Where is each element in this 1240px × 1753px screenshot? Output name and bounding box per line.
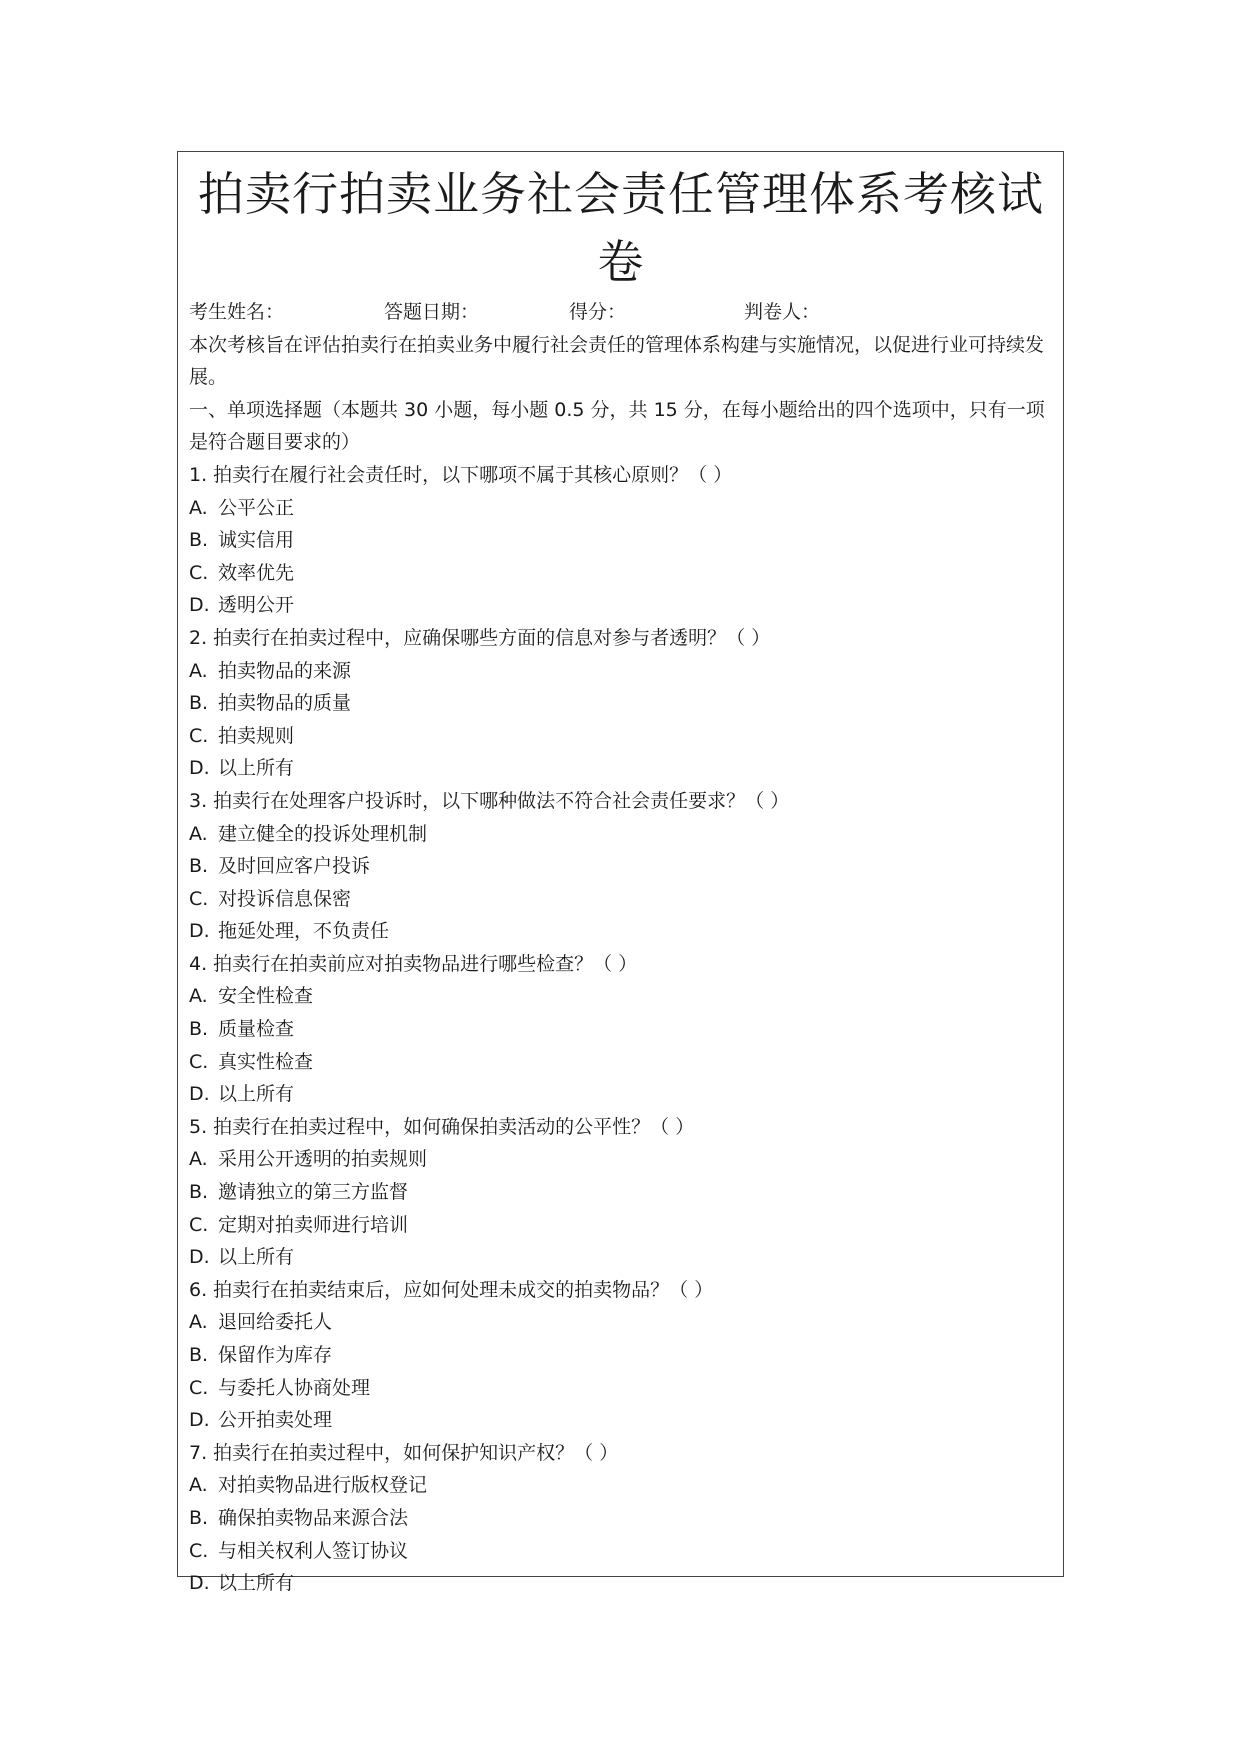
option-text: 对拍卖物品进行版权登记	[218, 1474, 428, 1497]
option-letter: C.	[189, 887, 209, 910]
option-letter: A.	[189, 659, 208, 682]
answer-option	[189, 492, 1053, 525]
option-text: 安全性检查	[218, 985, 314, 1008]
option-letter: D.	[189, 757, 210, 780]
option-text: 质量检查	[218, 1018, 295, 1041]
answer-option	[189, 687, 1053, 720]
answer-option	[189, 818, 1053, 851]
answer-option	[189, 1404, 1053, 1437]
option-letter: A.	[189, 1148, 208, 1171]
section-heading-single-choice: 一、单项选择题（本题共 30 小题，每小题 0.5 分，共 15 分，在每小题给出的四个选项中，只有一项是符合题目要求的）	[189, 398, 1045, 454]
answer-option	[189, 589, 1053, 622]
question-list	[189, 459, 1053, 1600]
option-text: 以上所有	[218, 1246, 295, 1269]
answer-option	[189, 1046, 1053, 1079]
question-stem: 3. 拍卖行在处理客户投诉时，以下哪种做法不符合社会责任要求？（ ）	[189, 789, 790, 812]
answer-option	[189, 557, 1053, 590]
answer-option	[189, 1209, 1053, 1242]
answer-option	[189, 1176, 1053, 1209]
option-text: 真实性检查	[218, 1050, 314, 1073]
option-text: 拍卖物品的质量	[218, 692, 352, 715]
question-item	[189, 459, 1053, 622]
option-text: 确保拍卖物品来源合法	[218, 1506, 409, 1529]
option-letter: C.	[189, 561, 209, 584]
answer-option	[189, 524, 1053, 557]
question-stem: 6. 拍卖行在拍卖结束后，应如何处理未成交的拍卖物品？（ ）	[189, 1278, 714, 1301]
question-stem: 7. 拍卖行在拍卖过程中，如何保护知识产权？（ ）	[189, 1441, 619, 1464]
option-letter: A.	[189, 496, 208, 519]
option-letter: D.	[189, 1409, 210, 1432]
answer-option	[189, 1469, 1053, 1502]
option-text: 对投诉信息保密	[218, 887, 352, 910]
option-text: 效率优先	[218, 561, 295, 584]
option-letter: B.	[189, 1018, 209, 1041]
answer-option	[189, 1535, 1053, 1568]
option-text: 拖延处理，不负责任	[218, 920, 390, 943]
option-text: 公平公正	[218, 496, 295, 519]
option-text: 与委托人协商处理	[218, 1376, 371, 1399]
exam-date-label: 答题日期：	[384, 301, 480, 323]
answer-option	[189, 1013, 1053, 1046]
option-letter: B.	[189, 529, 209, 552]
answer-option	[189, 1567, 1053, 1600]
option-letter: A.	[189, 1311, 208, 1334]
option-text: 拍卖物品的来源	[218, 659, 352, 682]
answer-option	[189, 655, 1053, 688]
option-letter: A.	[189, 822, 208, 845]
answer-option	[189, 980, 1053, 1013]
option-text: 透明公开	[218, 594, 295, 617]
exam-title	[189, 152, 1053, 296]
option-text: 建立健全的投诉处理机制	[218, 822, 428, 845]
option-letter: C.	[189, 1213, 209, 1236]
option-text: 采用公开透明的拍卖规则	[218, 1148, 428, 1171]
option-text: 公开拍卖处理	[218, 1409, 333, 1432]
answer-option	[189, 915, 1053, 948]
question-item	[189, 622, 1053, 785]
option-letter: B.	[189, 1344, 209, 1366]
option-text: 退回给委托人	[218, 1311, 333, 1334]
grader-label: 判卷人：	[744, 301, 821, 323]
option-letter: D.	[189, 1246, 210, 1269]
option-text: 以上所有	[218, 1572, 295, 1595]
option-letter: B.	[189, 855, 209, 878]
option-letter: A.	[189, 985, 208, 1008]
question-item	[189, 948, 1053, 1111]
examinee-name-label: 考生姓名：	[189, 301, 285, 323]
answer-option	[189, 1306, 1053, 1339]
option-text: 与相关权利人签订协议	[218, 1539, 409, 1562]
answer-option	[189, 850, 1053, 883]
answer-option	[189, 1372, 1053, 1405]
exam-title-line-2: 卷	[597, 235, 645, 289]
answer-option	[189, 752, 1053, 785]
option-letter: D.	[189, 1083, 210, 1106]
score-label: 得分：	[569, 301, 627, 323]
option-letter: B.	[189, 692, 209, 715]
question-item	[189, 1111, 1053, 1274]
option-letter: B.	[189, 1506, 209, 1529]
answer-option	[189, 720, 1053, 753]
option-text: 定期对拍卖师进行培训	[218, 1213, 409, 1236]
answer-option	[189, 1143, 1053, 1176]
question-item	[189, 1437, 1053, 1600]
option-text: 以上所有	[218, 757, 295, 780]
option-text: 拍卖规则	[218, 724, 295, 747]
option-text: 以上所有	[218, 1083, 295, 1106]
answer-option	[189, 1078, 1053, 1111]
exam-title-line-1: 拍卖行拍卖业务社会责任管理体系考核试	[198, 167, 1044, 221]
answer-option	[189, 1502, 1053, 1535]
question-stem: 1. 拍卖行在履行社会责任时，以下哪项不属于其核心原则？（ ）	[189, 463, 733, 486]
exam-meta-row	[189, 296, 1053, 329]
option-letter: C.	[189, 1376, 209, 1399]
option-text: 邀请独立的第三方监督	[218, 1181, 409, 1204]
question-stem: 5. 拍卖行在拍卖过程中，如何确保拍卖活动的公平性？（ ）	[189, 1115, 695, 1138]
answer-option	[189, 1339, 1053, 1372]
exam-paper-frame	[177, 151, 1064, 1595]
option-text: 及时回应客户投诉	[218, 855, 371, 878]
option-letter: D.	[189, 1572, 210, 1595]
option-letter: D.	[189, 920, 210, 943]
option-letter: C.	[189, 1050, 209, 1073]
intro-paragraph: 本次考核旨在评估拍卖行在拍卖业务中履行社会责任的管理体系构建与实施情况，以促进行业可持续发展。	[189, 333, 1045, 389]
question-item	[189, 785, 1053, 948]
question-stem: 2. 拍卖行在拍卖过程中，应确保哪些方面的信息对参与者透明？（ ）	[189, 626, 771, 649]
answer-option	[189, 883, 1053, 916]
option-letter: C.	[189, 1539, 209, 1562]
option-text: 保留作为库存	[218, 1344, 333, 1366]
question-stem: 4. 拍卖行在拍卖前应对拍卖物品进行哪些检查？（ ）	[189, 952, 638, 975]
option-text: 诚实信用	[218, 529, 295, 552]
option-letter: B.	[189, 1181, 209, 1204]
option-letter: D.	[189, 594, 210, 617]
option-letter: A.	[189, 1474, 208, 1497]
question-item	[189, 1274, 1053, 1437]
answer-option	[189, 1241, 1053, 1274]
option-letter: C.	[189, 724, 209, 747]
